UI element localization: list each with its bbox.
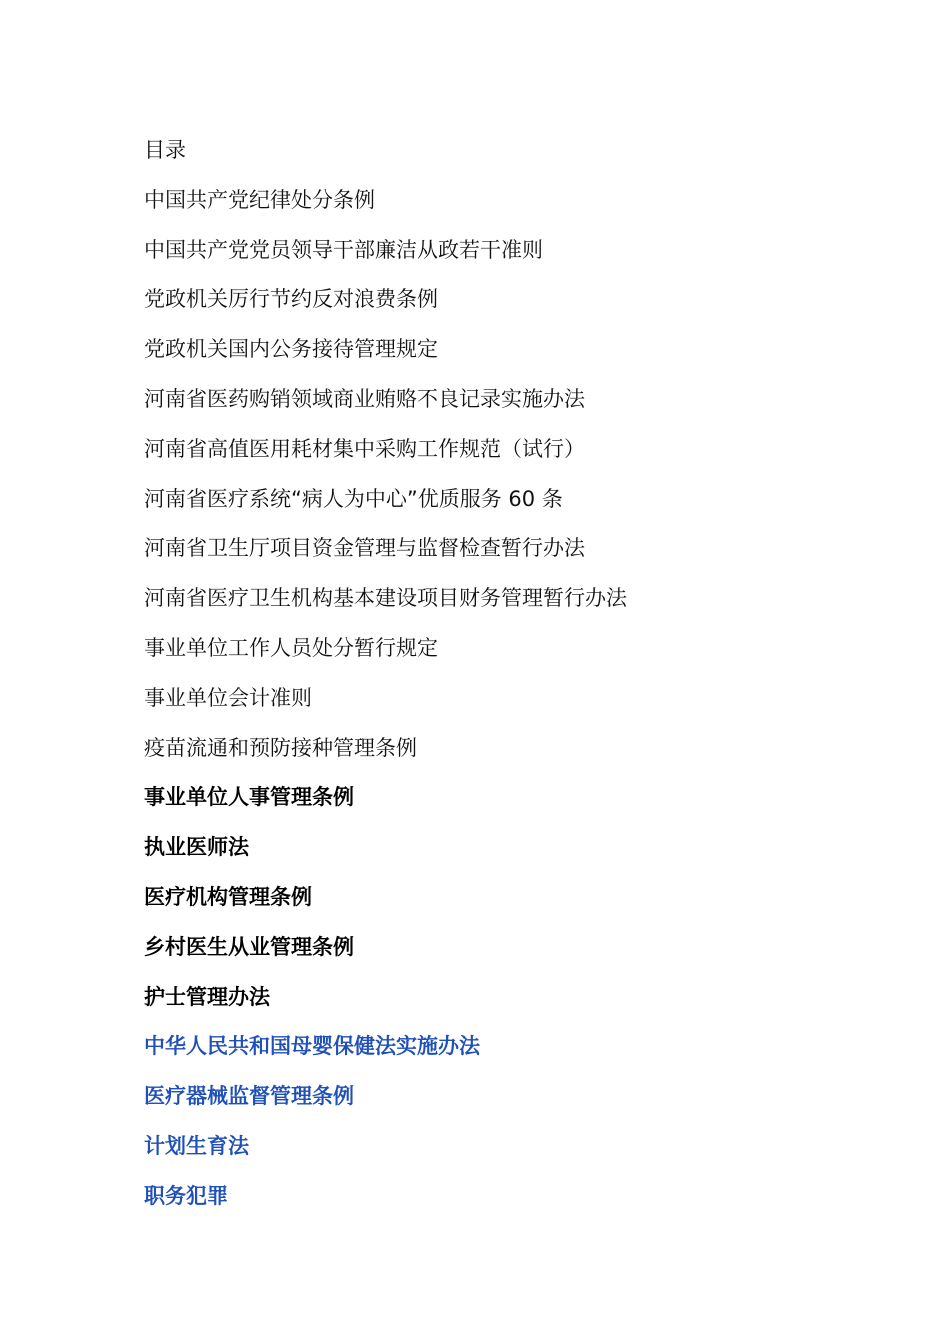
toc-link[interactable]: 医疗器械监督管理条例 xyxy=(144,1084,354,1109)
toc-item[interactable]: 河南省高值医用耗材集中采购工作规范（试行） xyxy=(144,436,585,461)
toc-item[interactable]: 中国共产党纪律处分条例 xyxy=(144,187,375,212)
toc-item[interactable]: 乡村医生从业管理条例 xyxy=(144,934,354,959)
toc-item[interactable]: 执业医师法 xyxy=(144,835,249,860)
toc-item[interactable]: 河南省卫生厅项目资金管理与监督检查暂行办法 xyxy=(144,536,585,561)
toc-item[interactable]: 疫苗流通和预防接种管理条例 xyxy=(144,735,417,760)
toc-link[interactable]: 计划生育法 xyxy=(144,1133,249,1158)
toc-item[interactable]: 事业单位工作人员处分暂行规定 xyxy=(144,635,438,660)
toc-link[interactable]: 职务犯罪 xyxy=(144,1183,228,1208)
toc-item[interactable]: 党政机关国内公务接待管理规定 xyxy=(144,337,438,362)
toc-item[interactable]: 护士管理办法 xyxy=(144,984,270,1009)
toc-link[interactable]: 中华人民共和国母婴保健法实施办法 xyxy=(144,1034,480,1059)
toc-title: 目录 xyxy=(144,138,186,162)
toc-item[interactable]: 河南省医疗系统“病人为中心”优质服务 60 条 xyxy=(144,486,563,511)
toc-item[interactable]: 医疗机构管理条例 xyxy=(144,884,312,909)
toc-item[interactable]: 河南省医疗卫生机构基本建设项目财务管理暂行办法 xyxy=(144,586,627,611)
toc-item[interactable]: 中国共产党党员领导干部廉洁从政若干准则 xyxy=(144,237,543,262)
toc-item[interactable]: 事业单位会计准则 xyxy=(144,685,312,710)
table-of-contents xyxy=(144,132,904,1228)
toc-item[interactable]: 河南省医药购销领域商业贿赂不良记录实施办法 xyxy=(144,386,585,411)
toc-item[interactable]: 党政机关厉行节约反对浪费条例 xyxy=(144,287,438,312)
toc-item[interactable]: 事业单位人事管理条例 xyxy=(144,785,354,810)
